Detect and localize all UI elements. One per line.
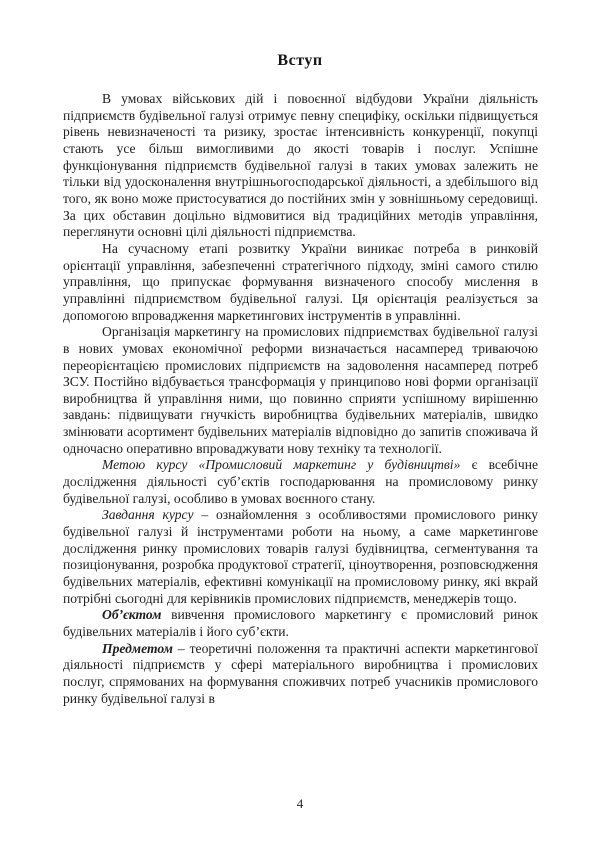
paragraph-5-lead: Завдання курсу bbox=[102, 507, 194, 523]
paragraph-5-text: – ознайомлення з особливостями промислового ринку будівельної галузі й інструментами роботи на ньому, а саме маркетингове дослідження ринку промислових товарів галузі будівництва, сегментування та позиціонування, розробка продуктової стратегії, ціноутворення, розповсюдження будівельних матеріалів, ефективні комунікації на промисловому ринку, які вкрай потрібні сьогодні для керівників промислових підприємств, менеджерів тощо. bbox=[63, 507, 538, 606]
paragraph-4-text: є всебічне дослідження діяльності суб’єктів господарювання на промисловому ринку будівельної галузі, особливо в умовах воєнного стану. bbox=[63, 457, 538, 506]
paragraph-6-text: вивчення промислового маркетингу є промисловий ринок будівельних матеріалів і його суб’єкти. bbox=[63, 607, 538, 639]
page-title: Вступ bbox=[277, 52, 323, 69]
paragraph-4-lead: Метою курсу «Промисловий маркетинг у будівництві» bbox=[102, 457, 461, 473]
paragraph-3 bbox=[63, 324, 538, 457]
paragraph-7-lead: Предметом bbox=[102, 640, 173, 656]
paragraph-3-text: Організація маркетингу на промислових підприємствах будівельної галузі в нових умовах економічної реформи визначається насамперед триваючою переорієнтацією промислових підприємств на задоволення насамперед потреб ЗСУ. Постійно відбувається трансформація у принципово нові форми організації виробництва й управління ними, що повинно сприяти успішному вирішенню завдань: підвищувати гнучкість виробництва будівельних матеріалів, швидко змінювати асортимент будівельних матеріалів відповідно до запитів споживача й одночасно оперативно впроваджувати нову техніку та технології. bbox=[63, 324, 538, 456]
paragraph-1-text: В умовах військових дій і повоєнної відбудови України діяльність підприємств будівельної галузі отримує певну специфіку, оскільки підвищується рівень невизначеності та ризику, зростає інтенсивність конкуренції, покупці стають усе більш вимогливими до якості товарів і послуг. Успішне функціонування підприємств будівельної галузі в таких умовах залежить не тільки від удосконалення внутрішньогосподарської діяльності, а здебільшого від того, як воно може пристосуватися до постійних змін у зовнішньому середовищі. За цих обставин доцільно відмовитися від традиційних методів управління, переглянути основні цілі діяльності підприємства. bbox=[63, 91, 538, 240]
page-body bbox=[63, 91, 538, 707]
paragraph-1 bbox=[63, 91, 538, 241]
paragraph-7-text: – теоретичні положення та практичні аспекти маркетингової діяльності підприємств у сфері матеріального виробництва і промислових послуг, спрямованих на формування споживчих потреб учасників промислового ринку будівельної галузі в bbox=[63, 640, 538, 706]
paragraph-2-text: На сучасному етапі розвитку України виникає потреба в ринковій орієнтації управління, забезпеченні стратегічного підходу, зміні самого стилю управління, що припускає формування визначеного способу мислення в управлінні підприємством будівельної галузі. Ця орієнтація реалізується за допомогою впровадження маркетингових інструментів в управлінні. bbox=[63, 240, 538, 323]
paragraph-2 bbox=[63, 241, 538, 324]
paragraph-6-lead: Об’єктом bbox=[102, 607, 162, 623]
paragraph-4 bbox=[63, 457, 538, 507]
page-number: 4 bbox=[296, 796, 304, 811]
paragraph-6 bbox=[63, 607, 538, 640]
paragraph-7 bbox=[63, 641, 538, 708]
paragraph-5 bbox=[63, 507, 538, 607]
